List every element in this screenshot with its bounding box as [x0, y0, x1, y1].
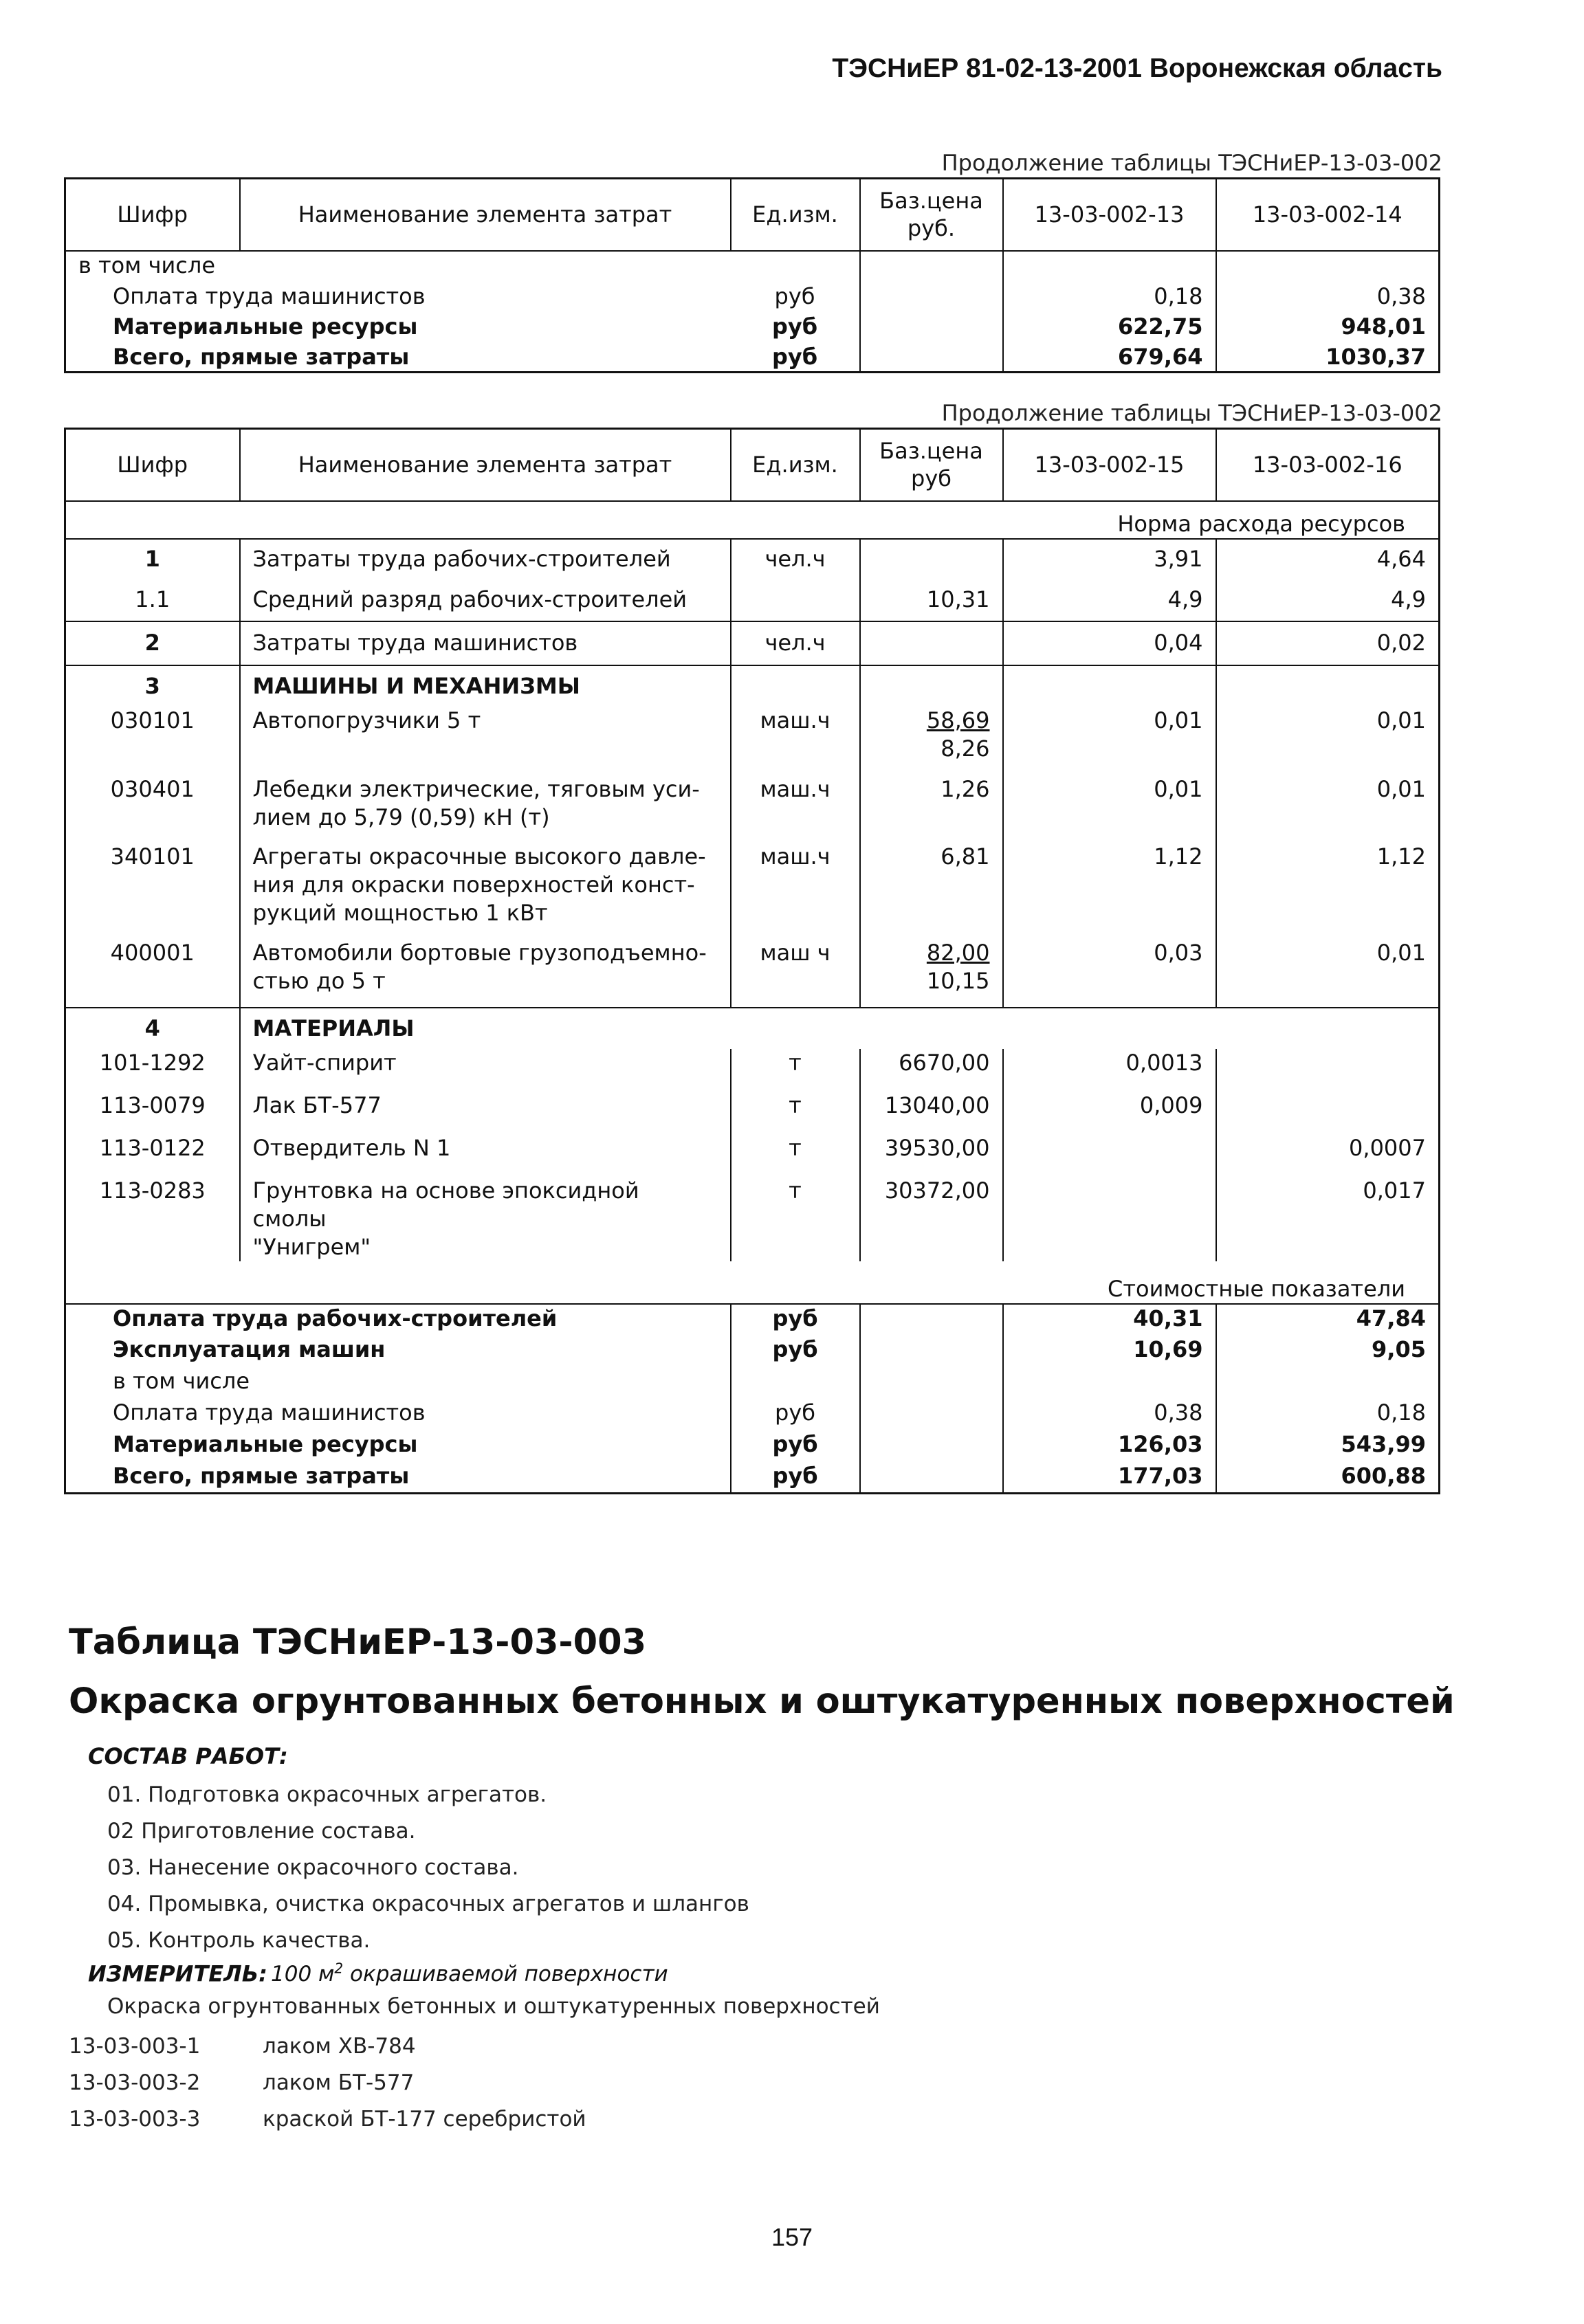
- row-unit: руб: [731, 1336, 860, 1367]
- page-number: 157: [771, 2223, 813, 2251]
- col-code-header: Шифр: [65, 179, 240, 251]
- row-value2: [1216, 251, 1440, 283]
- label-line: лием до 5,79 (0,59) кН (т): [252, 804, 550, 830]
- row-value2: 9,05: [1216, 1336, 1440, 1367]
- list-item: [69, 2028, 586, 2065]
- row-code: 113-0079: [99, 1092, 206, 1118]
- list-item: [69, 2065, 586, 2101]
- row-value1: 177,03: [1003, 1462, 1216, 1494]
- col-unit-header: Ед.изм.: [731, 429, 860, 501]
- table-row: [65, 1092, 1440, 1134]
- table-row: [65, 283, 1440, 313]
- meter-line: [88, 1960, 668, 1987]
- row-label: Оплата труда машинистов: [113, 1399, 426, 1426]
- row-value2: [1216, 1049, 1440, 1092]
- row-label: Оплата труда рабочих-строителей: [113, 1305, 558, 1331]
- works-label: СОСТАВ РАБОТ:: [88, 1743, 288, 1769]
- row-label: Лак БТ-577: [240, 1092, 731, 1134]
- row-unit: маш ч: [731, 939, 860, 1008]
- item-code: 13-03-003-3: [69, 2107, 201, 2132]
- label-line: Автомобили бортовые грузоподъемно-: [252, 939, 707, 966]
- section-row-materials: [65, 1008, 1440, 1049]
- row-code: 3: [65, 665, 240, 707]
- row-value1: [1003, 251, 1216, 283]
- item-text: краской БТ-177 серебристой: [263, 2107, 586, 2132]
- row-unit: руб: [771, 313, 818, 340]
- row-label: Материальные ресурсы: [113, 1430, 418, 1457]
- row-unit: руб: [731, 1304, 860, 1336]
- cost-header: Стоимостные показатели: [65, 1261, 1440, 1304]
- row-label: Средний разряд рабочих-строителей: [240, 579, 731, 621]
- row-code: 030101: [110, 707, 195, 733]
- row-value2: 0,017: [1216, 1177, 1440, 1261]
- norm-header-row: [65, 501, 1440, 539]
- row-label: [240, 775, 731, 843]
- col-code1-header: 13-03-002-15: [1003, 429, 1216, 501]
- table-row: [65, 707, 1440, 775]
- price-sub: 8,26: [940, 735, 990, 762]
- list-item: [69, 2101, 586, 2138]
- list-item: 02 Приготовление состава.: [107, 1819, 416, 1844]
- norm-header: Норма расхода ресурсов: [65, 501, 1440, 539]
- meter-superscript: 2: [334, 1960, 344, 1977]
- col-name-header: Наименование элемента затрат: [240, 179, 731, 251]
- row-value1: 0,03: [1003, 939, 1216, 1008]
- meter-amount: 100 м: [271, 1962, 335, 1987]
- row-label: [240, 843, 731, 939]
- row-value2: 0,01: [1216, 775, 1440, 843]
- row-value2: 47,84: [1216, 1304, 1440, 1336]
- table2-continuation-caption: Продолжение таблицы ТЭСНиЕР-13-03-002: [941, 400, 1442, 426]
- row-price: 13040,00: [860, 1092, 1003, 1134]
- row-value1: [1003, 1367, 1216, 1399]
- row-price: 30372,00: [860, 1177, 1003, 1261]
- col-price-header: Баз.цена руб.: [860, 179, 1003, 251]
- row-unit: маш.ч: [731, 843, 860, 939]
- table-title: Таблица ТЭСНиЕР-13-03-003: [69, 1622, 647, 1663]
- cost-header-row: [65, 1261, 1440, 1304]
- col-unit-header: Ед.изм.: [731, 179, 860, 251]
- table-row: [65, 1336, 1440, 1367]
- table-row: [65, 343, 1440, 373]
- item-code: 13-03-003-1: [69, 2034, 201, 2059]
- row-unit: [731, 1367, 860, 1399]
- row-label: Оплата труда машинистов: [113, 283, 426, 309]
- row-unit: маш.ч: [731, 775, 860, 843]
- row-unit: чел.ч: [731, 621, 860, 665]
- row-label: Затраты труда рабочих-строителей: [240, 539, 731, 579]
- item-text: лаком БТ-577: [263, 2070, 415, 2095]
- row-price: [860, 539, 1003, 579]
- table-row: [65, 621, 1440, 665]
- list-item: 01. Подготовка окрасочных агрегатов.: [107, 1782, 547, 1807]
- row-value2: 948,01: [1216, 313, 1440, 343]
- label-line: "Унигрем": [252, 1233, 371, 1260]
- items-intro: Окраска огрунтованных бетонных и оштукатуренных поверхностей: [107, 1994, 880, 2019]
- row-unit: маш.ч: [731, 707, 860, 775]
- item-text: лаком ХВ-784: [263, 2034, 416, 2059]
- row-price: 10,31: [860, 579, 1003, 621]
- row-code: 1.1: [135, 586, 170, 612]
- row-label: Материальные ресурсы: [113, 313, 418, 340]
- list-item: 03. Нанесение окрасочного состава.: [107, 1855, 519, 1880]
- table-row: [65, 1049, 1440, 1092]
- row-price: [860, 707, 1003, 775]
- price-main: 82,00: [926, 939, 990, 966]
- row-value1: 1,12: [1003, 843, 1216, 939]
- list-item: 04. Промывка, очистка окрасочных агрегатов и шлангов: [107, 1892, 749, 1916]
- row-label: в том числе: [113, 1367, 250, 1394]
- row-value2: [1216, 1092, 1440, 1134]
- price-sub: 10,15: [926, 967, 990, 994]
- table1-continuation-caption: Продолжение таблицы ТЭСНиЕР-13-03-002: [941, 150, 1442, 176]
- row-unit: [731, 579, 860, 621]
- section-title: МАШИНЫ И МЕХАНИЗМЫ: [240, 665, 731, 707]
- table-row: [65, 251, 1440, 283]
- row-code: 113-0122: [99, 1134, 206, 1161]
- section-title: МАТЕРИАЛЫ: [240, 1008, 731, 1049]
- row-value2: 1,12: [1216, 843, 1440, 939]
- list-item: 05. Контроль качества.: [107, 1928, 371, 1953]
- label-line: Лебедки электрические, тяговым уси-: [252, 775, 700, 802]
- row-price: [860, 283, 1003, 313]
- row-code: 340101: [110, 843, 195, 870]
- col-code2-header: 13-03-002-16: [1216, 429, 1440, 501]
- label-line: рукций мощностью 1 кВт: [252, 899, 548, 926]
- row-unit: чел.ч: [731, 539, 860, 579]
- table-row: [65, 579, 1440, 621]
- row-value2: 0,0007: [1216, 1134, 1440, 1177]
- table-row: [65, 939, 1440, 1008]
- row-label: Уайт-спирит: [240, 1049, 731, 1092]
- row-unit: т: [731, 1049, 860, 1092]
- row-code: 2: [65, 621, 240, 665]
- table2-header-row: [65, 429, 1440, 501]
- col-code-header: Шифр: [65, 429, 240, 501]
- row-label: Всего, прямые затраты: [113, 1462, 410, 1489]
- row-price: 6,81: [860, 843, 1003, 939]
- items-list: [69, 2028, 586, 2138]
- row-value1: 0,01: [1003, 707, 1216, 775]
- row-price: 1,26: [860, 775, 1003, 843]
- row-value1: 0,01: [1003, 775, 1216, 843]
- row-unit: руб: [731, 1399, 860, 1430]
- section-subtitle: Окраска огрунтованных бетонных и оштукатуренных поверхностей: [69, 1681, 1455, 1722]
- row-value1: [1003, 1134, 1216, 1177]
- row-unit: т: [731, 1134, 860, 1177]
- row-value1: 0,38: [1003, 1399, 1216, 1430]
- row-unit: руб: [731, 1430, 860, 1462]
- price-main: 58,69: [926, 707, 990, 733]
- row-value1: 679,64: [1003, 343, 1216, 373]
- row-value2: 0,38: [1216, 283, 1440, 313]
- table-row: [65, 1399, 1440, 1430]
- label-line: ния для окраски поверхностей конст-: [252, 871, 695, 898]
- row-value2: 0,18: [1216, 1399, 1440, 1430]
- row-code: 101-1292: [99, 1049, 206, 1076]
- row-code: 4: [65, 1008, 240, 1049]
- row-value1: 622,75: [1003, 313, 1216, 343]
- row-unit: руб: [774, 283, 815, 309]
- row-value1: 4,9: [1003, 579, 1216, 621]
- row-value1: 0,04: [1003, 621, 1216, 665]
- section-row-machines: [65, 665, 1440, 707]
- row-value1: 40,31: [1003, 1304, 1216, 1336]
- table-row: [65, 1462, 1440, 1494]
- row-value1: [1003, 1177, 1216, 1261]
- meter-label: ИЗМЕРИТЕЛЬ:: [88, 1960, 267, 1987]
- table-row: [65, 1367, 1440, 1399]
- col-name-header: Наименование элемента затрат: [240, 429, 731, 501]
- col-price-header: Баз.цена руб: [860, 429, 1003, 501]
- row-value1: 0,0013: [1003, 1049, 1216, 1092]
- works-list: [107, 1777, 749, 1959]
- row-value2: 4,9: [1216, 579, 1440, 621]
- document-header: ТЭСНиЕР 81-02-13-2001 Воронежская область: [832, 54, 1442, 83]
- table-row: [65, 1134, 1440, 1177]
- table-row: [65, 843, 1440, 939]
- row-unit: т: [731, 1177, 860, 1261]
- row-value2: 4,64: [1216, 539, 1440, 579]
- row-price: [860, 621, 1003, 665]
- row-value2: 0,02: [1216, 621, 1440, 665]
- row-value2: 543,99: [1216, 1430, 1440, 1462]
- row-price: 39530,00: [860, 1134, 1003, 1177]
- row-label: Всего, прямые затраты: [113, 343, 410, 370]
- row-price: [860, 343, 1003, 373]
- row-value1: 0,009: [1003, 1092, 1216, 1134]
- row-code: 030401: [110, 775, 195, 802]
- col-code2-header: 13-03-002-14: [1216, 179, 1440, 251]
- row-value2: 0,01: [1216, 707, 1440, 775]
- row-value1: 0,18: [1003, 283, 1216, 313]
- meter-value: [271, 1962, 668, 1987]
- row-label: Отвердитель N 1: [240, 1134, 731, 1177]
- table-row: [65, 1177, 1440, 1261]
- table-row: [65, 1430, 1440, 1462]
- row-label: Затраты труда машинистов: [240, 621, 731, 665]
- row-label: [240, 939, 731, 1008]
- row-value1: 3,91: [1003, 539, 1216, 579]
- table1-header-row: [65, 179, 1440, 251]
- row-value2: 600,88: [1216, 1462, 1440, 1494]
- row-price: [860, 313, 1003, 343]
- meter-description: окрашиваемой поверхности: [343, 1962, 668, 1987]
- table-row: [65, 1304, 1440, 1336]
- row-value1: 10,69: [1003, 1336, 1216, 1367]
- row-label: в том числе: [78, 252, 215, 278]
- label-line: Агрегаты окрасочные высокого давле-: [252, 843, 706, 870]
- row-value2: 1030,37: [1216, 343, 1440, 373]
- table-row: [65, 775, 1440, 843]
- row-code: 1: [144, 545, 160, 572]
- row-code: 400001: [110, 939, 195, 966]
- table2: [64, 428, 1440, 1494]
- row-price: [860, 939, 1003, 1008]
- label-line: стью до 5 т: [252, 967, 386, 994]
- item-code: 13-03-003-2: [69, 2070, 201, 2095]
- row-unit: руб: [731, 1462, 860, 1494]
- row-unit: т: [731, 1092, 860, 1134]
- table1: [64, 177, 1440, 373]
- col-code1-header: 13-03-002-13: [1003, 179, 1216, 251]
- table-row: [65, 313, 1440, 343]
- row-unit: руб: [771, 343, 818, 370]
- row-value2: [1216, 1367, 1440, 1399]
- row-label: Автопогрузчики 5 т: [240, 707, 731, 775]
- row-price: 6670,00: [860, 1049, 1003, 1092]
- row-label: [240, 1177, 731, 1261]
- row-unit: [731, 251, 860, 283]
- row-price: [860, 251, 1003, 283]
- row-value2: 0,01: [1216, 939, 1440, 1008]
- row-code: 113-0283: [99, 1177, 206, 1204]
- row-value1: 126,03: [1003, 1430, 1216, 1462]
- table-row: [65, 539, 1440, 579]
- row-label: Эксплуатация машин: [113, 1336, 386, 1362]
- label-line: Грунтовка на основе эпоксидной смолы: [252, 1177, 639, 1232]
